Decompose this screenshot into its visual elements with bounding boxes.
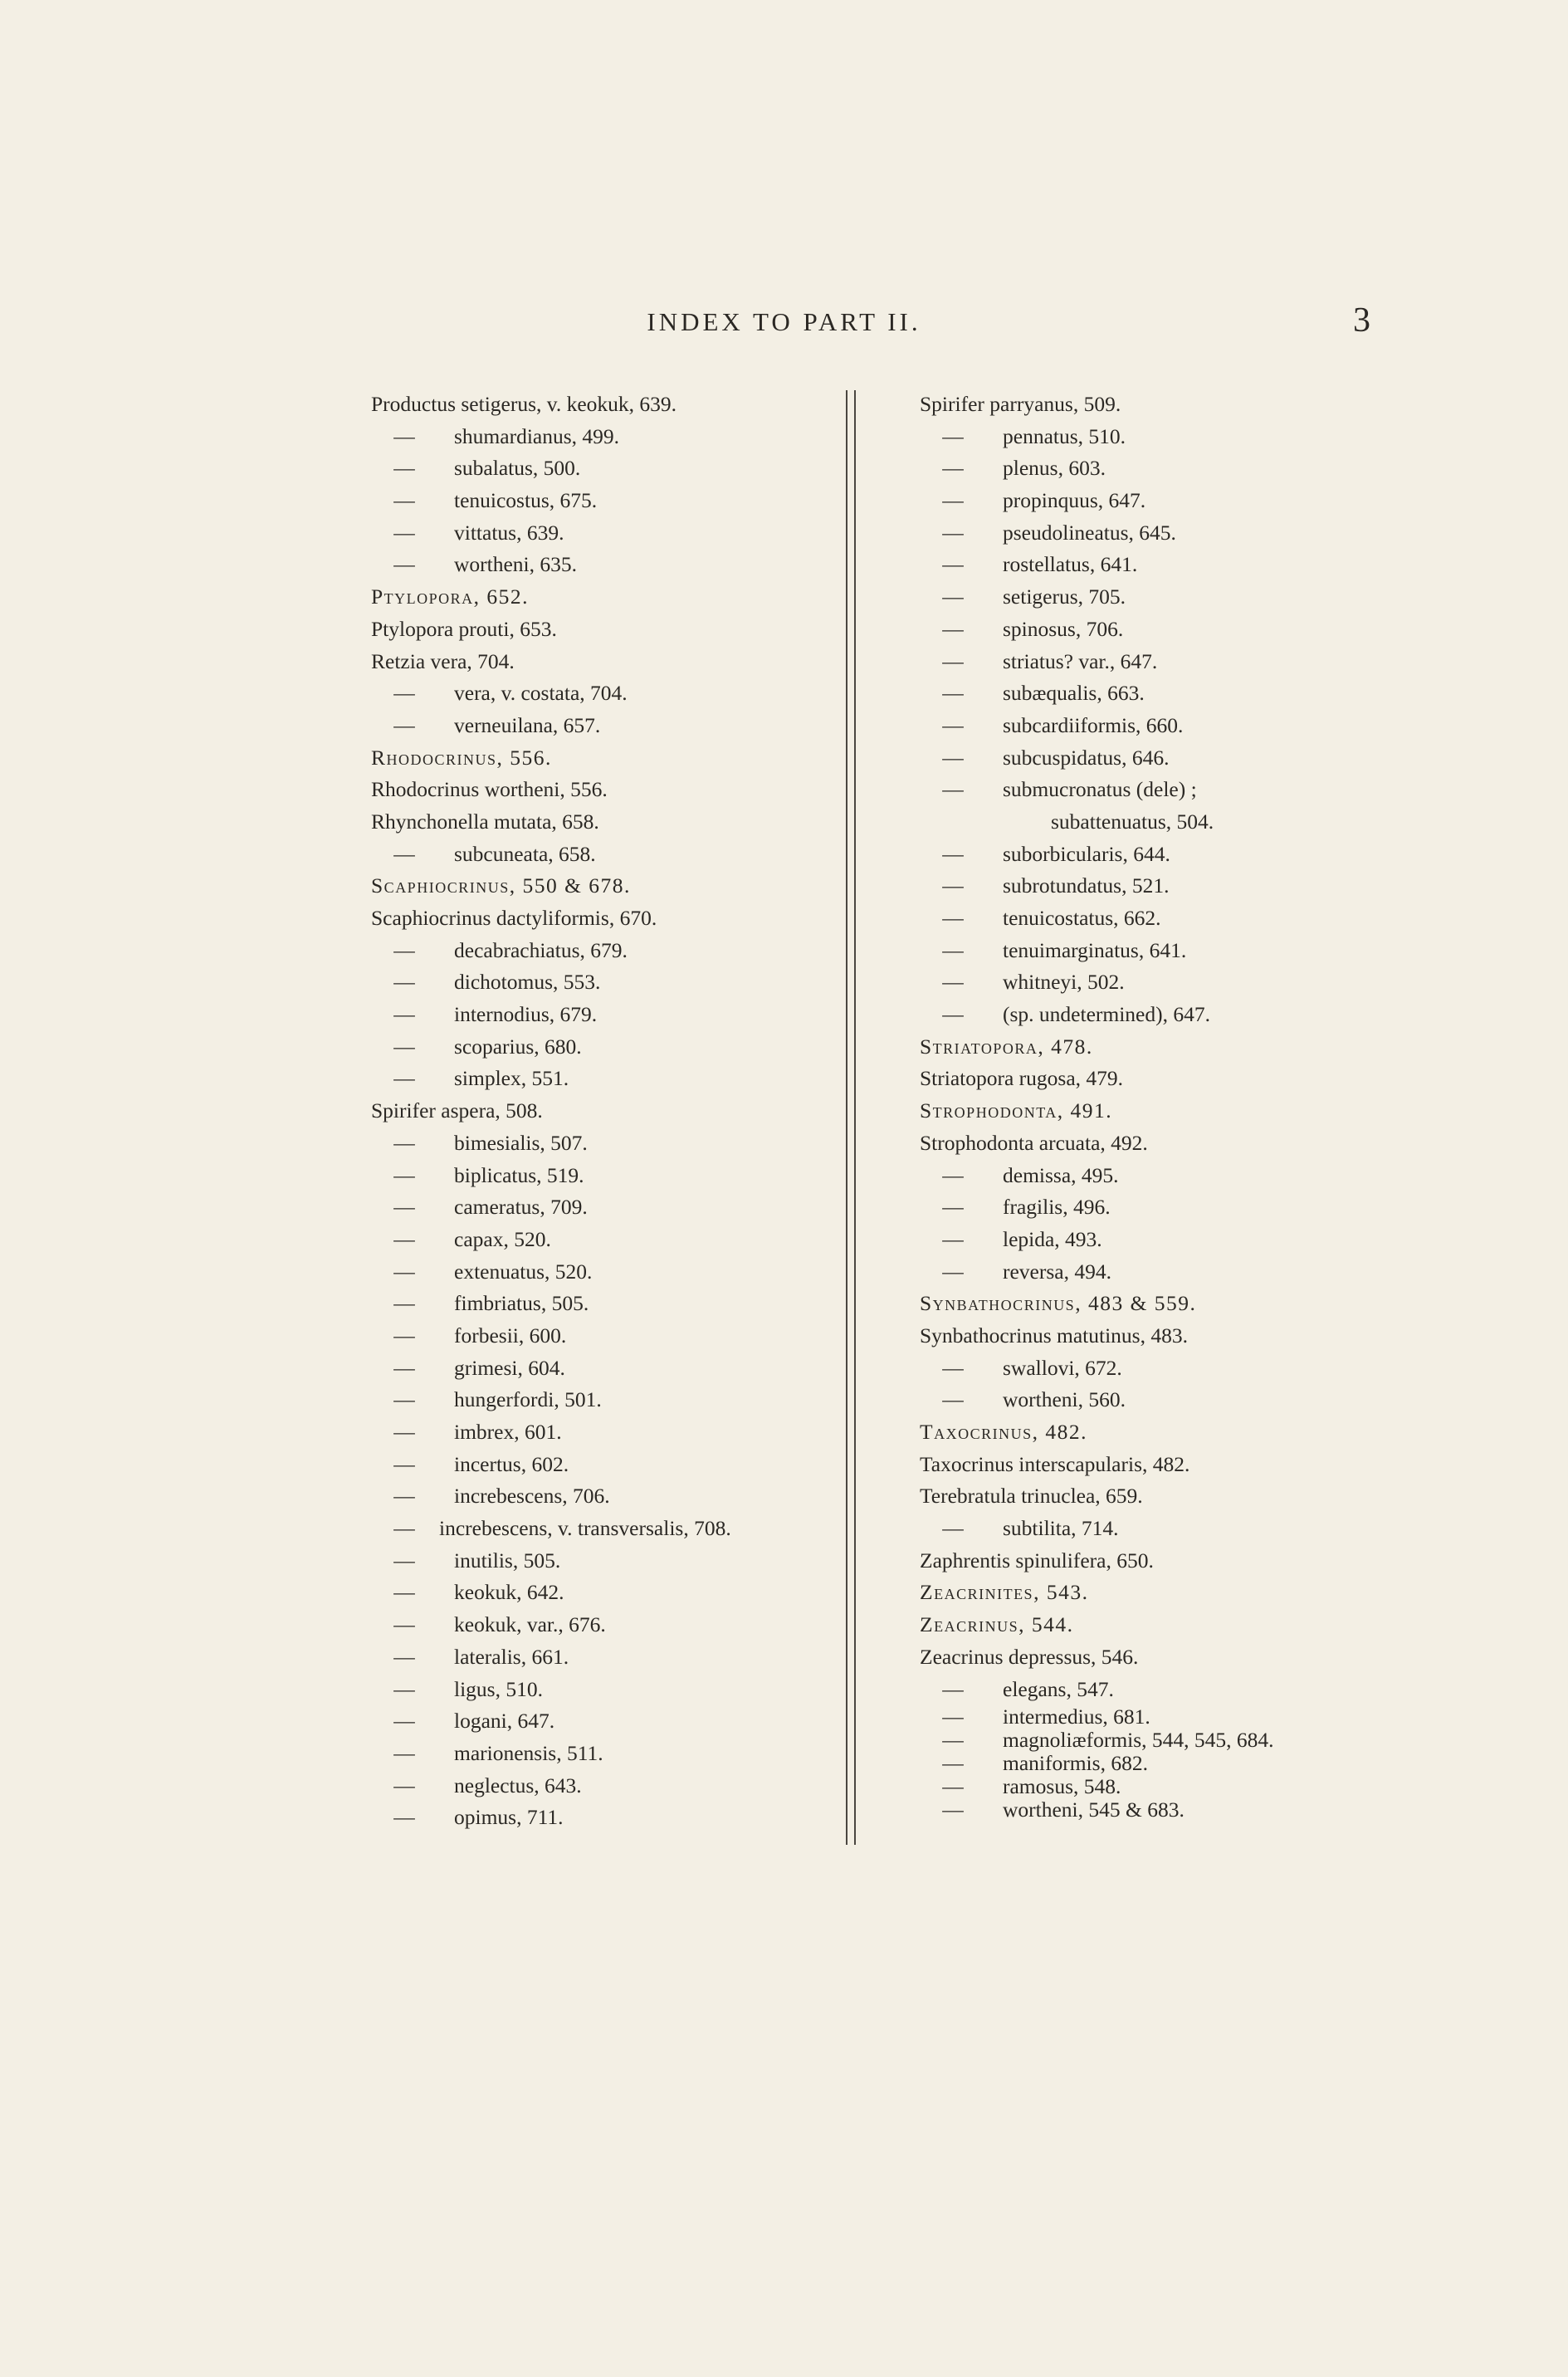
index-entry-text: neglectus, 643. (454, 1773, 582, 1797)
index-entry (920, 549, 1484, 581)
index-entry-text: cameratus, 709. (454, 1195, 588, 1220)
ditto-dash: — (393, 1740, 415, 1765)
ditto-dash: — (942, 1355, 964, 1380)
ditto-dash: — (393, 937, 415, 962)
index-entry-text: Terebratula trinuclea, 659. (920, 1484, 1143, 1509)
index-entry-text: subæqualis, 663. (1003, 681, 1145, 706)
index-entry (371, 1770, 836, 1802)
index-entry (920, 839, 1484, 871)
index-entry (920, 1798, 1484, 1822)
index-entry (371, 710, 836, 742)
index-entry-text: maniformis, 682. (1003, 1751, 1148, 1776)
index-entry (920, 710, 1484, 742)
column-divider (846, 390, 856, 1845)
index-entry-text: subcardiiformis, 660. (1003, 712, 1184, 737)
index-entry (371, 1416, 836, 1449)
index-entry-text: swallovi, 672. (1003, 1355, 1122, 1380)
ditto-dash: — (393, 1130, 415, 1155)
index-entry (371, 1352, 836, 1385)
index-entry-text: Taxocrinus interscapularis, 482. (920, 1451, 1190, 1476)
index-entry-text: fimbriatus, 505. (454, 1291, 589, 1316)
index-entry (371, 1641, 836, 1674)
index-entry-text: Rhodocrinus, 556. (371, 745, 552, 770)
ditto-dash: — (393, 1323, 415, 1347)
index-entry-text: subalatus, 500. (454, 456, 581, 481)
ditto-dash: — (393, 1580, 415, 1605)
index-entry (371, 935, 836, 967)
ditto-dash: — (942, 1704, 964, 1729)
index-entry-text: simplex, 551. (454, 1066, 569, 1091)
index-entry (371, 999, 836, 1031)
ditto-dash: — (942, 648, 964, 673)
index-entry-text: internodius, 679. (454, 1002, 598, 1027)
index-entry (920, 1449, 1484, 1481)
index-entry-text: inutilis, 505. (454, 1548, 561, 1572)
index-entry (371, 1031, 836, 1064)
ditto-dash: — (393, 1451, 415, 1476)
index-entry (920, 1775, 1484, 1798)
ditto-dash: — (942, 873, 964, 898)
index-entry-text: Strophodonta arcuata, 492. (920, 1130, 1148, 1155)
index-entry-text: propinquus, 647. (1003, 488, 1146, 513)
ditto-dash: — (942, 423, 964, 448)
index-entry (371, 1288, 836, 1320)
index-entry-text: biplicatus, 519. (454, 1162, 584, 1187)
ditto-dash: — (393, 1709, 415, 1734)
ditto-dash: — (942, 906, 964, 930)
index-entry-text: Striatopora rugosa, 479. (920, 1066, 1124, 1091)
ditto-dash: — (393, 970, 415, 995)
index-entry (371, 389, 836, 421)
index-entry-text: lateralis, 661. (454, 1644, 569, 1669)
index-entry (920, 1416, 1484, 1449)
ditto-dash: — (393, 1162, 415, 1187)
index-entry (371, 1320, 836, 1352)
index-entry-text: incertus, 602. (454, 1451, 569, 1476)
index-entry-text: subattenuatus, 504. (1051, 809, 1214, 834)
index-entry (920, 1729, 1484, 1752)
index-entry-text: pennatus, 510. (1003, 423, 1126, 448)
ditto-dash: — (393, 681, 415, 706)
index-entry-text: Zeacrinus depressus, 546. (920, 1644, 1139, 1669)
index-entry-text: elegans, 547. (1003, 1676, 1114, 1701)
index-entry-text: subrotundatus, 521. (1003, 873, 1170, 898)
index-entry-text: Productus setigerus, v. keokuk, 639. (371, 392, 677, 416)
ditto-dash: — (942, 937, 964, 962)
index-entry (920, 1127, 1484, 1160)
index-entry-text: keokuk, 642. (454, 1580, 564, 1605)
index-entry (920, 1513, 1484, 1545)
index-entry (920, 1674, 1484, 1706)
index-entry-text: lepida, 493. (1003, 1226, 1102, 1251)
index-entry-text: whitneyi, 502. (1003, 970, 1125, 995)
index-entry (371, 1738, 836, 1770)
index-column-right (920, 389, 1484, 1822)
index-entry-text: Scaphiocrinus, 550 & 678. (371, 873, 631, 898)
index-entry (920, 421, 1484, 453)
index-entry-text: reversa, 494. (1003, 1259, 1111, 1284)
index-entry-text: decabrachiatus, 679. (454, 937, 628, 962)
ditto-dash: — (942, 1774, 964, 1799)
ditto-dash: — (942, 488, 964, 513)
index-entry-text: fragilis, 496. (1003, 1195, 1111, 1220)
index-entry (920, 742, 1484, 775)
ditto-dash: — (942, 616, 964, 641)
index-entry (920, 999, 1484, 1031)
ditto-dash: — (942, 1195, 964, 1220)
index-entry-text: Retzia vera, 704. (371, 648, 515, 673)
index-entry-text: wortheni, 635. (454, 552, 578, 577)
ditto-dash: — (393, 1805, 415, 1830)
index-entry-text: hungerfordi, 501. (454, 1387, 602, 1412)
ditto-dash: — (393, 1484, 415, 1509)
index-entry-text: wortheni, 545 & 683. (1003, 1797, 1185, 1822)
index-entry-text: subtilita, 714. (1003, 1516, 1119, 1541)
index-entry-text: intermedius, 681. (1003, 1704, 1150, 1729)
index-entry-text: vera, v. costata, 704. (454, 681, 628, 706)
index-entry (371, 1256, 836, 1289)
index-entry-text: Taxocrinus, 482. (920, 1420, 1087, 1444)
index-entry (371, 549, 836, 581)
ditto-dash: — (393, 520, 415, 545)
index-entry (371, 581, 836, 614)
index-entry (371, 1063, 836, 1095)
index-entry (920, 1191, 1484, 1224)
index-entry-text: suborbicularis, 644. (1003, 841, 1170, 866)
ditto-dash: — (942, 1162, 964, 1187)
index-entry (920, 1641, 1484, 1674)
index-entry-text: vittatus, 639. (454, 520, 564, 545)
index-entry-text: Zeacrinus, 544. (920, 1612, 1074, 1637)
index-entry (920, 1224, 1484, 1256)
index-entry-text: keokuk, var., 676. (454, 1612, 606, 1637)
index-entry (920, 1480, 1484, 1513)
ditto-dash: — (942, 520, 964, 545)
index-entry-text: magnoliæformis, 544, 545, 684. (1003, 1728, 1274, 1753)
index-entry (920, 1288, 1484, 1320)
index-entry-text: Spirifer parryanus, 509. (920, 392, 1121, 416)
index-entry (371, 806, 836, 839)
index-entry-text: Strophodonta, 491. (920, 1098, 1113, 1123)
index-entry (920, 485, 1484, 517)
ditto-dash: — (942, 1259, 964, 1284)
index-entry-text: Zaphrentis spinulifera, 650. (920, 1548, 1154, 1572)
index-entry (371, 1191, 836, 1224)
index-entry-text: plenus, 603. (1003, 456, 1106, 481)
index-entry (371, 485, 836, 517)
ditto-dash: — (942, 456, 964, 481)
index-entry (920, 1545, 1484, 1577)
index-entry (371, 1224, 836, 1256)
index-entry-text: subcuneata, 658. (454, 841, 596, 866)
index-entry (920, 1160, 1484, 1192)
ditto-dash: — (393, 488, 415, 513)
ditto-dash: — (393, 456, 415, 481)
index-entry-text: increbescens, 706. (454, 1484, 610, 1509)
ditto-dash: — (942, 1728, 964, 1753)
index-entry (920, 966, 1484, 999)
index-entry-text: increbescens, v. transversalis, 708. (439, 1516, 731, 1541)
index-entry (371, 774, 836, 806)
index-entry-text: capax, 520. (454, 1226, 551, 1251)
ditto-dash: — (393, 552, 415, 577)
index-entry-text: demissa, 495. (1003, 1162, 1119, 1187)
index-column-left (371, 389, 836, 1834)
index-entry-text: ligus, 510. (454, 1676, 543, 1701)
index-entry (371, 452, 836, 485)
ditto-dash: — (942, 584, 964, 609)
index-entry-text: spinosus, 706. (1003, 616, 1124, 641)
index-entry-text: tenuicostus, 675. (454, 488, 598, 513)
index-entry (920, 935, 1484, 967)
index-entry (920, 806, 1484, 839)
index-entry (371, 1802, 836, 1834)
index-entry (920, 1352, 1484, 1385)
index-entry (371, 966, 836, 999)
index-entry (371, 1384, 836, 1416)
index-entry-text: Striatopora, 478. (920, 1034, 1093, 1059)
index-entry-text: verneuilana, 657. (454, 712, 601, 737)
index-entry-text: imbrex, 601. (454, 1420, 562, 1444)
page-title: INDEX TO PART II. (647, 307, 921, 336)
index-entry (371, 1609, 836, 1641)
ditto-dash: — (393, 1291, 415, 1316)
ditto-dash: — (393, 1612, 415, 1637)
index-entry-text: setigerus, 705. (1003, 584, 1126, 609)
ditto-dash: — (393, 1773, 415, 1797)
index-entry (371, 1513, 836, 1545)
index-entry-text: scoparius, 680. (454, 1034, 582, 1059)
ditto-dash: — (393, 841, 415, 866)
index-entry (371, 1674, 836, 1706)
index-entry-text: pseudolineatus, 645. (1003, 520, 1176, 545)
ditto-dash: — (942, 1797, 964, 1822)
ditto-dash: — (942, 745, 964, 770)
index-entry (920, 1256, 1484, 1289)
ditto-dash: — (393, 1548, 415, 1572)
index-entry-text: Spirifer aspera, 508. (371, 1098, 543, 1123)
index-entry (920, 1752, 1484, 1775)
index-entry (371, 421, 836, 453)
index-entry (920, 646, 1484, 678)
ditto-dash: — (393, 712, 415, 737)
index-entry-text: logani, 647. (454, 1709, 555, 1734)
index-entry (920, 1320, 1484, 1352)
index-entry (371, 1127, 836, 1160)
ditto-dash: — (942, 1751, 964, 1776)
index-entry-text: Rhynchonella mutata, 658. (371, 809, 599, 834)
index-entry (371, 902, 836, 935)
ditto-dash: — (393, 1355, 415, 1380)
ditto-dash: — (942, 970, 964, 995)
ditto-dash: — (393, 1644, 415, 1669)
index-entry (920, 517, 1484, 550)
index-entry (920, 581, 1484, 614)
index-entry (920, 902, 1484, 935)
ditto-dash: — (393, 1195, 415, 1220)
index-entry (920, 677, 1484, 710)
ditto-dash: — (393, 1387, 415, 1412)
index-entry-text: wortheni, 560. (1003, 1387, 1126, 1412)
index-entry (371, 1577, 836, 1609)
index-entry (920, 774, 1484, 806)
ditto-dash: — (942, 1676, 964, 1701)
index-entry (371, 677, 836, 710)
index-entry (371, 742, 836, 775)
index-entry-text: extenuatus, 520. (454, 1259, 593, 1284)
page-number: 3 (1353, 301, 1370, 340)
index-entry-text: forbesii, 600. (454, 1323, 567, 1347)
index-entry-text: Scaphiocrinus dactyliformis, 670. (371, 906, 657, 930)
ditto-dash: — (942, 1387, 964, 1412)
ditto-dash: — (393, 1420, 415, 1444)
index-entry-text: Synbathocrinus matutinus, 483. (920, 1323, 1188, 1347)
index-entry (920, 1384, 1484, 1416)
index-entry (920, 389, 1484, 421)
index-entry (371, 870, 836, 902)
ditto-dash: — (393, 1226, 415, 1251)
ditto-dash: — (942, 552, 964, 577)
index-entry-text: subcuspidatus, 646. (1003, 745, 1170, 770)
index-entry-text: striatus? var., 647. (1003, 648, 1158, 673)
index-entry (371, 1160, 836, 1192)
ditto-dash: — (942, 841, 964, 866)
index-entry-text: Ptylopora, 652. (371, 584, 530, 609)
index-entry-text: (sp. undetermined), 647. (1003, 1002, 1210, 1027)
ditto-dash: — (942, 777, 964, 802)
index-entry (371, 1480, 836, 1513)
index-entry-text: shumardianus, 499. (454, 423, 620, 448)
index-entry-text: rostellatus, 641. (1003, 552, 1138, 577)
index-entry-text: marionensis, 511. (454, 1740, 603, 1765)
index-entry-text: tenuimarginatus, 641. (1003, 937, 1187, 962)
index-entry (920, 1705, 1484, 1729)
ditto-dash: — (393, 423, 415, 448)
ditto-dash: — (942, 712, 964, 737)
index-entry (371, 1545, 836, 1577)
index-entry (371, 517, 836, 550)
ditto-dash: — (393, 1259, 415, 1284)
index-entry (920, 870, 1484, 902)
index-entry-text: Ptylopora prouti, 653. (371, 616, 557, 641)
index-entry (920, 1063, 1484, 1095)
index-entry (920, 1609, 1484, 1641)
index-entry (920, 1577, 1484, 1609)
ditto-dash: — (942, 681, 964, 706)
index-entry (371, 614, 836, 646)
index-entry (371, 1705, 836, 1738)
ditto-dash: — (942, 1002, 964, 1027)
index-entry-text: tenuicostatus, 662. (1003, 906, 1161, 930)
index-entry (920, 614, 1484, 646)
index-entry (371, 646, 836, 678)
ditto-dash: — (393, 1034, 415, 1059)
index-entry-text: Synbathocrinus, 483 & 559. (920, 1291, 1197, 1316)
index-entry (371, 839, 836, 871)
index-entry-text: bimesialis, 507. (454, 1130, 588, 1155)
index-entry-text: Rhodocrinus wortheni, 556. (371, 777, 608, 802)
index-entry (920, 1031, 1484, 1064)
ditto-dash: — (393, 1066, 415, 1091)
index-entry-text: opimus, 711. (454, 1805, 564, 1830)
index-entry-text: dichotomus, 553. (454, 970, 601, 995)
ditto-dash: — (393, 1516, 415, 1541)
ditto-dash: — (393, 1002, 415, 1027)
page-header (0, 301, 1568, 349)
index-entry (920, 1095, 1484, 1127)
index-entry-text: grimesi, 604. (454, 1355, 565, 1380)
index-entry (920, 452, 1484, 485)
index-entry (371, 1449, 836, 1481)
index-entry-text: submucronatus (dele) ; (1003, 777, 1197, 802)
ditto-dash: — (942, 1226, 964, 1251)
index-entry-text: Zeacrinites, 543. (920, 1580, 1089, 1605)
index-entry-text: ramosus, 548. (1003, 1774, 1121, 1799)
ditto-dash: — (942, 1516, 964, 1541)
index-entry (371, 1095, 836, 1127)
ditto-dash: — (393, 1676, 415, 1701)
